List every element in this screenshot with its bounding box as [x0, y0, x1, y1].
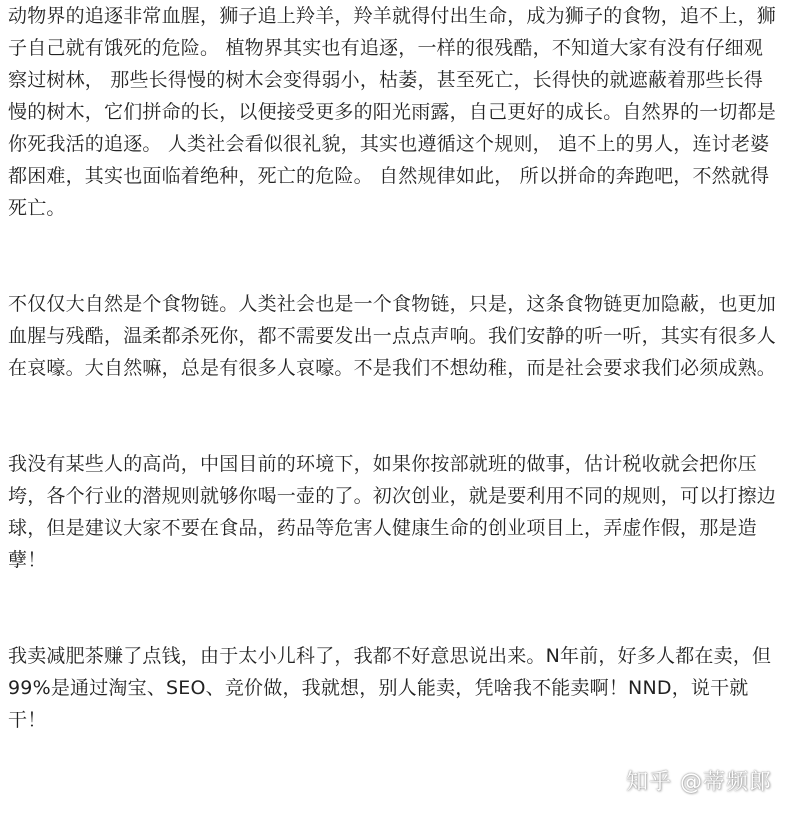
- paragraph-rules: 我没有某些人的高尚，中国目前的环境下，如果你按部就班的做事，估计税收就会把你压垮，各个行业的潜规则就够你喝一壶的了。初次创业，就是要利用不同的规则，可以打擦边球，但是建议大家不要在食品，药品等危害人健康生命的创业项目上，弄虚作假，那是造孽！: [8, 453, 777, 571]
- paragraph-diet-tea: 我卖减肥茶赚了点钱，由于太小儿科了，我都不好意思说出来。N年前，好多人都在卖，但99%是通过淘宝、SEO、竞价做，我就想，别人能卖，凭啥我不能卖啊！NND，说干就干！: [8, 645, 772, 731]
- paragraph-food-chain: 不仅仅大自然是个食物链。人类社会也是一个食物链，只是，这条食物链更加隐蔽，也更加血腥与残酷，温柔都杀死你，都不需要发出一点点声响。我们安静的听一听，其实有很多人在哀嚎。大自然嘛，总是有很多人哀嚎。不是我们不想幼稚，而是社会要求我们必须成熟。: [8, 293, 777, 379]
- paragraph-nature-chase: 动物界的追逐非常血腥，狮子追上羚羊，羚羊就得付出生命，成为狮子的食物，追不上，狮子自己就有饿死的危险。 植物界其实也有追逐，一样的很残酷，不知道大家有没有仔细观察过树林， 那些长得慢的树木会变得弱小，枯萎，甚至死亡，长得快的就遮蔽着那些长得慢的树木，它们拼命的长，以便接受更多的阳光雨露，自己更好的成长。自然界的一切都是你死我活的追逐。 人类社会看似很礼貌，其实也遵循这个规则， 追不上的男人，连讨老婆都困难，其实也面临着绝种，死亡的危险。 自然规律如此， 所以拼命的奔跑吧，不然就得死亡。: [8, 5, 777, 219]
- article-body: [8, 0, 776, 736]
- zhihu-watermark: 知乎 @蒂频郎: [626, 770, 772, 795]
